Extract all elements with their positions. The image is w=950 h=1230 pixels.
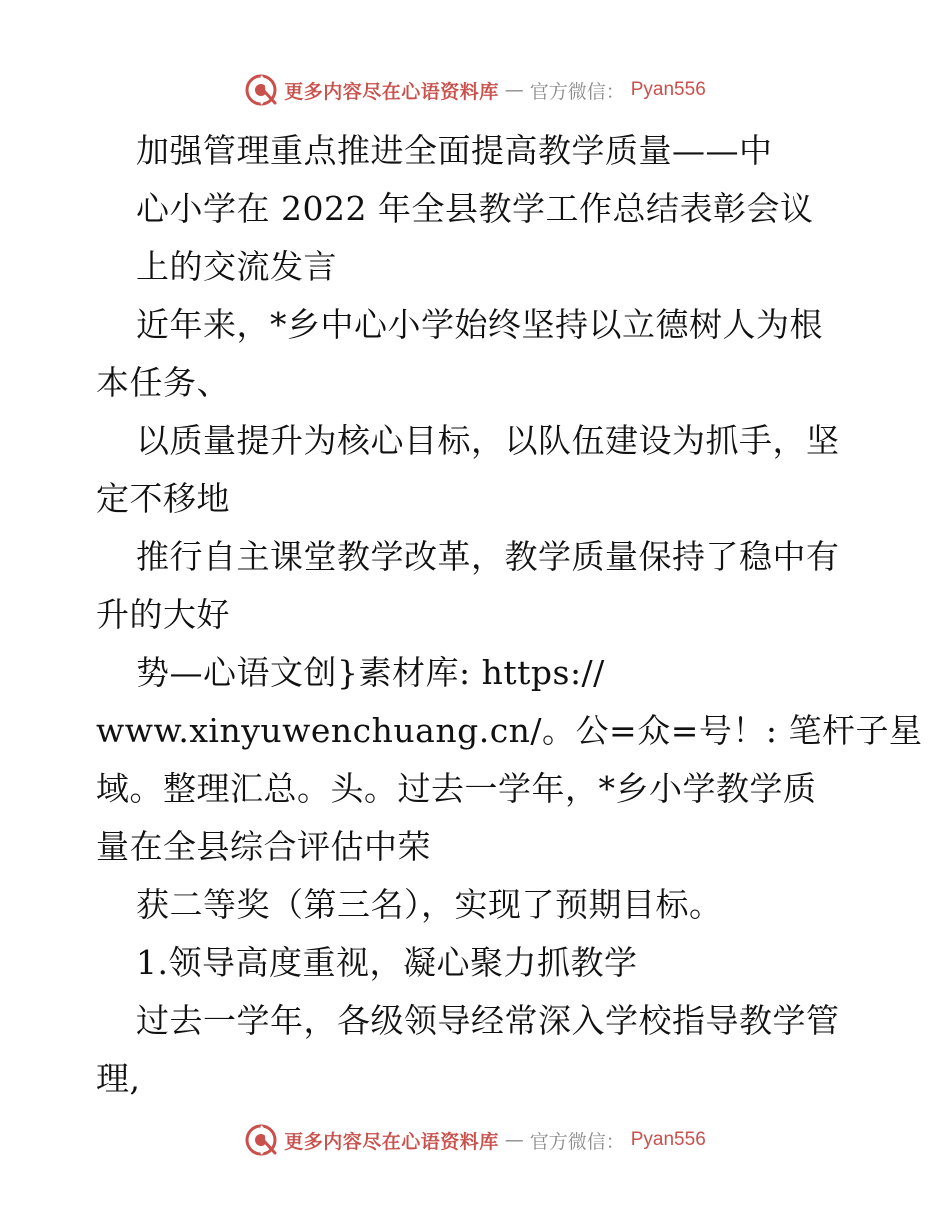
watermark-contact-label: 官方微信：	[529, 80, 625, 103]
footer-watermark	[0, 1120, 950, 1160]
text-line: 量在全县综合评估中荣	[96, 827, 431, 866]
watermark-brand: 更多内容尽在心语资料库	[284, 1130, 499, 1153]
text-line: 加强管理重点推进全面提高教学质量——中	[136, 131, 773, 170]
watermark-separator: —	[504, 1129, 524, 1151]
text-line: 本任务、	[96, 363, 230, 402]
text-line: 以质量提升为核心目标，以队伍建设为抓手，坚	[136, 421, 840, 460]
text-line: 理,	[96, 1059, 141, 1098]
text-line: 定不移地	[96, 479, 230, 518]
header-watermark	[0, 70, 950, 110]
watermark-contact-label: 官方微信：	[529, 1130, 625, 1153]
document-body	[96, 122, 923, 1108]
watermark-brand: 更多内容尽在心语资料库	[284, 80, 499, 103]
text-line: 上的交流发言	[136, 247, 337, 286]
watermark-contact-id: Pyan556	[630, 1129, 706, 1150]
text-line: 获二等奖（第三名），实现了预期目标。	[136, 885, 723, 924]
brand-logo-icon	[244, 73, 278, 107]
watermark-contact-id: Pyan556	[630, 79, 706, 100]
text-line: 近年来，*乡中心小学始终坚持以立德树人为根	[136, 305, 823, 344]
text-line: 势—心语文创}素材库: https://	[136, 653, 605, 692]
text-line: www.xinyuwenchuang.cn/。公=众=号！: 笔杆子星	[96, 711, 923, 750]
text-line: 域。整理汇总。头。过去一学年，*乡小学教学质	[96, 769, 817, 808]
watermark-separator: —	[504, 79, 524, 101]
text-line: 升的大好	[96, 595, 230, 634]
brand-logo-icon	[244, 1123, 278, 1157]
text-line: 推行自主课堂教学改革，教学质量保持了稳中有	[136, 537, 840, 576]
text-line: 1.领导高度重视，凝心聚力抓教学	[136, 943, 638, 982]
text-line: 过去一学年，各级领导经常深入学校指导教学管	[136, 1001, 840, 1040]
text-line: 心小学在 2022 年全县教学工作总结表彰会议	[136, 189, 814, 228]
